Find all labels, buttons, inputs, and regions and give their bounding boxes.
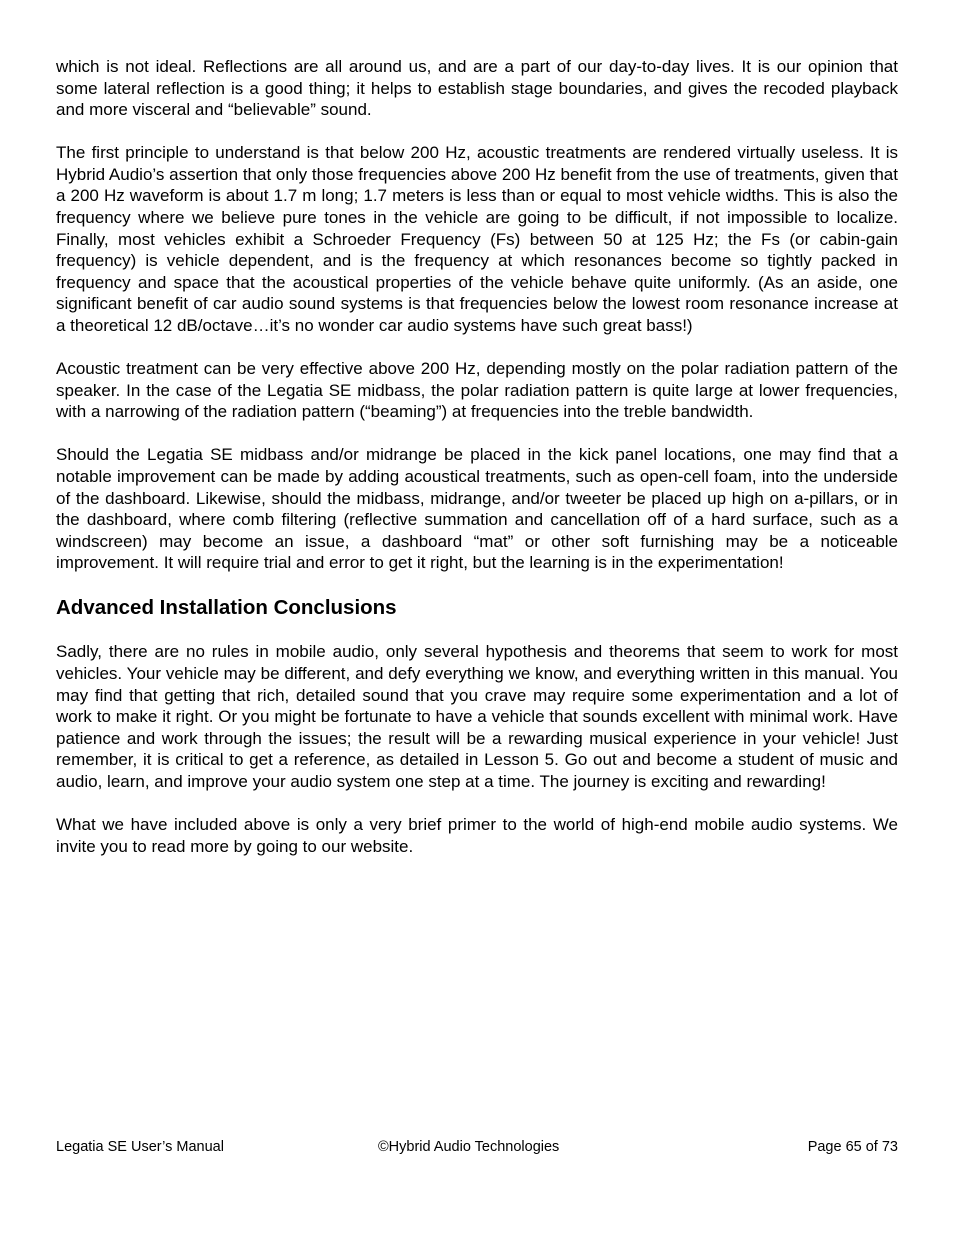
page-content	[56, 56, 898, 879]
body-paragraph: which is not ideal. Reflections are all around us, and are a part of our day-to-day lives. It is our opinion that some lateral reflection is a good thing; it helps to establish stage boundaries, and gives the recoded playback and more visceral and “believable” sound.	[56, 57, 898, 120]
footer-copyright: ©Hybrid Audio Technologies	[378, 1139, 560, 1155]
footer-page-number: Page 65 of 73	[807, 1139, 898, 1155]
body-paragraph: The first principle to understand is that below 200 Hz, acoustic treatments are rendered virtually useless. It is Hybrid Audio’s assertion that only those frequencies above 200 Hz benefit from the use of treatments, given that a 200 Hz waveform is about 1.7 m long; 1.7 meters is less than or equal to most vehicle widths. This is also the frequency where we believe pure tones in the vehicle are going to be difficult, if not impossible to localize. Finally, most vehicles exhibit a Schroeder Frequency (Fs) between 50 at 125 Hz; the Fs (or cabin-gain frequency) is vehicle dependent, and is the frequency at which resonances become so tightly packed in frequency and space that the acoustical properties of the vehicle behave quite uniformly. (As an aside, one significant benefit of car audio sound systems is that frequencies below the lowest room resonance increase at a theoretical 12 dB/octave…it’s no wonder car audio systems have such great bass!)	[56, 143, 898, 336]
footer-manual-title: Legatia SE User’s Manual	[56, 1139, 224, 1155]
body-paragraph: Should the Legatia SE midbass and/or midrange be placed in the kick panel locations, one may find that a notable improvement can be made by adding acoustical treatments, such as open-cell foam, into the underside of the dashboard. Likewise, should the midbass, midrange, and/or tweeter be placed up high on a-pillars, or in the dashboard, where comb filtering (reflective summation and cancellation off of a hard surface, such as a windscreen) may become an issue, a dashboard “mat” or other soft furnishing may be a noticeable improvement. It will require trial and error to get it right, but the learning is in the experimentation!	[56, 445, 898, 573]
section-paragraph: Sadly, there are no rules in mobile audio, only several hypothesis and theorems that seem to work for most vehicles. Your vehicle may be different, and defy everything we know, and everything written in this manual. You may find that getting that rich, detailed sound that you crave may require some experimentation and a lot of work to make it right. Or you might be fortunate to have a vehicle that sounds excellent with minimal work. Have patience and work through the issues; the result will be a rewarding musical experience in your vehicle! Just remember, it is critical to get a reference, as detailed in Lesson 5. Go out and become a student of music and audio, learn, and improve your audio system one step at a time. The journey is exciting and rewarding!	[56, 642, 898, 792]
page-footer	[56, 1137, 898, 1157]
body-paragraph: Acoustic treatment can be very effective above 200 Hz, depending mostly on the polar radiation pattern of the speaker. In the case of the Legatia SE midbass, the polar radiation pattern is quite large at lower frequencies, with a narrowing of the radiation pattern (“beaming”) at frequencies into the treble bandwidth.	[56, 359, 898, 422]
section-heading: Advanced Installation Conclusions	[56, 596, 397, 620]
section-paragraph: What we have included above is only a very brief primer to the world of high-end mobile audio systems. We invite you to read more by going to our website.	[56, 815, 898, 856]
